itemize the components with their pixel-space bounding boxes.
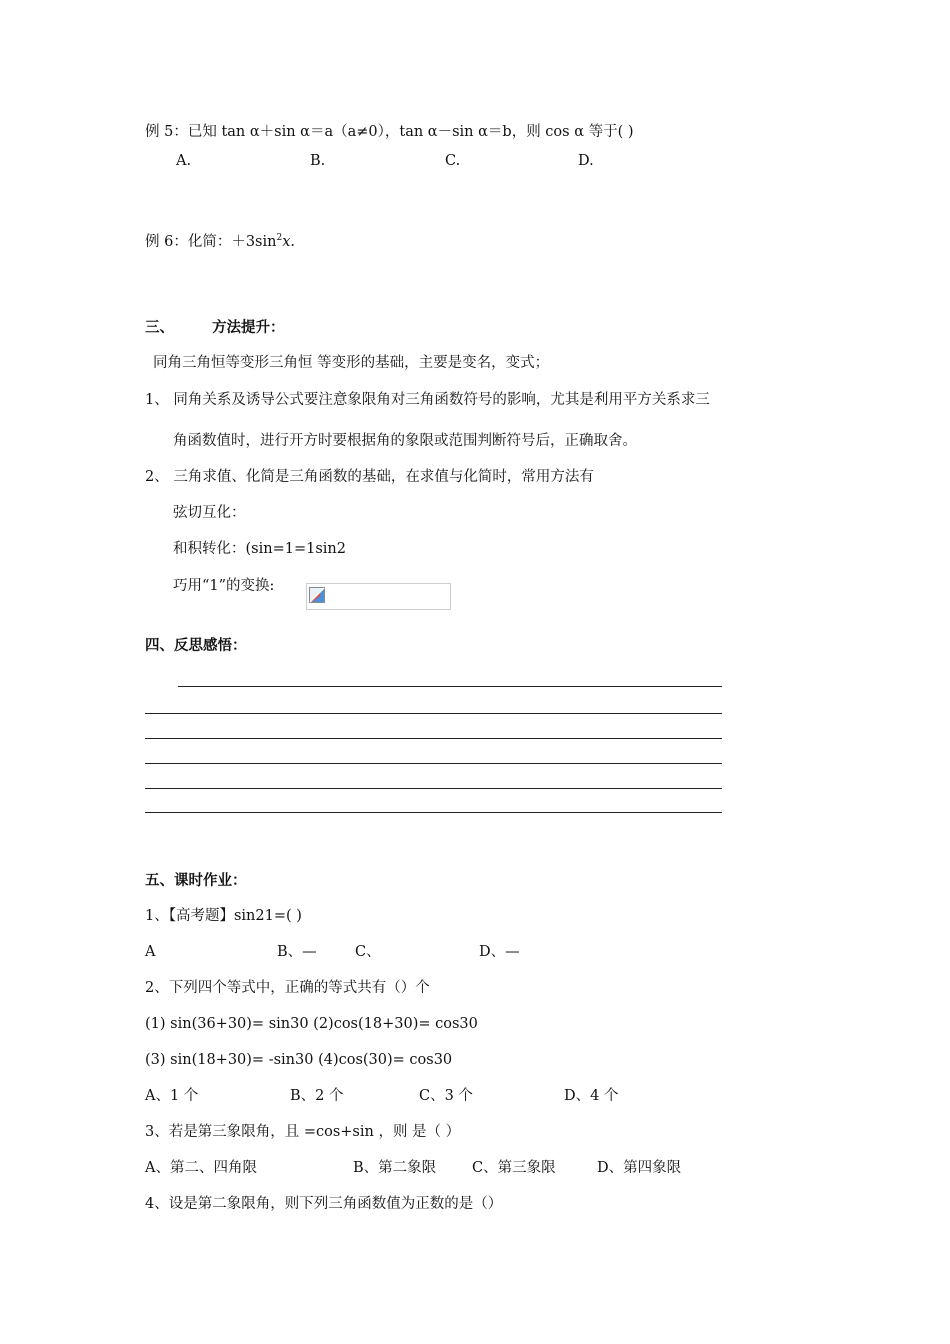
example6-text	[145, 232, 295, 252]
section3-sub2: 和积转化：(sin=1=1sin2	[173, 541, 346, 557]
question3-option-c: C、第三象限	[472, 1160, 556, 1176]
question2-option-b: B、2 个	[290, 1088, 344, 1104]
example5-option-c: C.	[445, 153, 461, 169]
writing-line	[145, 763, 722, 764]
writing-line	[178, 686, 722, 687]
question3-option-d: D、第四象限	[597, 1160, 682, 1176]
example6-superscript: 2	[276, 233, 283, 244]
question2-line1: (1) sin(36+30)= sin30 (2)cos(18+30)= cos30	[145, 1016, 478, 1032]
section3-sub3: 巧用“1”的变换:	[173, 578, 275, 594]
section3-number: 三、	[145, 320, 174, 336]
question1-option-d: D、—	[479, 944, 520, 960]
section3-sub1: 弦切互化：	[173, 505, 246, 521]
question2-option-a: A、1 个	[145, 1088, 199, 1104]
broken-image-icon	[309, 587, 325, 603]
question1-option-a: A	[145, 944, 156, 960]
section4-title: 四、反思感悟：	[145, 638, 247, 654]
question2-option-c: C、3 个	[419, 1088, 473, 1104]
writing-line	[145, 738, 722, 739]
question3: 3、若是第三象限角，且 =cos+sin ，则 是（ ）	[145, 1124, 461, 1140]
writing-line	[145, 713, 722, 714]
section3-item1-line2: 角函数值时，进行开方时要根据角的象限或范围判断符号后，正确取舍。	[173, 433, 637, 449]
example5-option-a: A.	[176, 153, 192, 169]
question1: 1、【高考题】sin21=( )	[145, 908, 302, 924]
question2: 2、下列四个等式中，正确的等式共有（）个	[145, 980, 430, 996]
example5-option-d: D.	[578, 153, 594, 169]
section3-item2: 2、 三角求值、化简是三角函数的基础，在求值与化简时，常用方法有	[145, 469, 594, 485]
section3-intro: 同角三角恒等变形三角恒 等变形的基础，主要是变名，变式；	[153, 355, 550, 371]
section3-item1-line1: 1、 同角关系及诱导公式要注意象限角对三角函数符号的影响，尤其是利用平方关系求三	[145, 392, 710, 408]
example5-option-b: B.	[310, 153, 326, 169]
example6-suffix: x.	[282, 234, 296, 250]
question4: 4、设是第二象限角，则下列三角函数值为正数的是（）	[145, 1196, 503, 1212]
example6-prefix: 例 6：化简：＋3sin	[145, 234, 277, 250]
section3-title: 方法提升：	[212, 320, 285, 336]
example5-text: 例 5：已知 tan α＋sin α＝a（a≠0），tan α－sin α＝b，则 cos α 等于( )	[145, 124, 634, 140]
question2-line2: (3) sin(18+30)= -sin30 (4)cos(30)= cos30	[145, 1052, 453, 1068]
question1-option-c: C、	[355, 944, 381, 960]
writing-line	[145, 812, 722, 813]
question3-option-a: A、第二、四角限	[145, 1160, 257, 1176]
broken-image-placeholder	[306, 583, 451, 610]
question1-option-b: B、—	[277, 944, 317, 960]
question2-option-d: D、4 个	[564, 1088, 619, 1104]
section5-title: 五、课时作业：	[145, 873, 247, 889]
question3-option-b: B、第二象限	[353, 1160, 437, 1176]
writing-line	[145, 788, 722, 789]
